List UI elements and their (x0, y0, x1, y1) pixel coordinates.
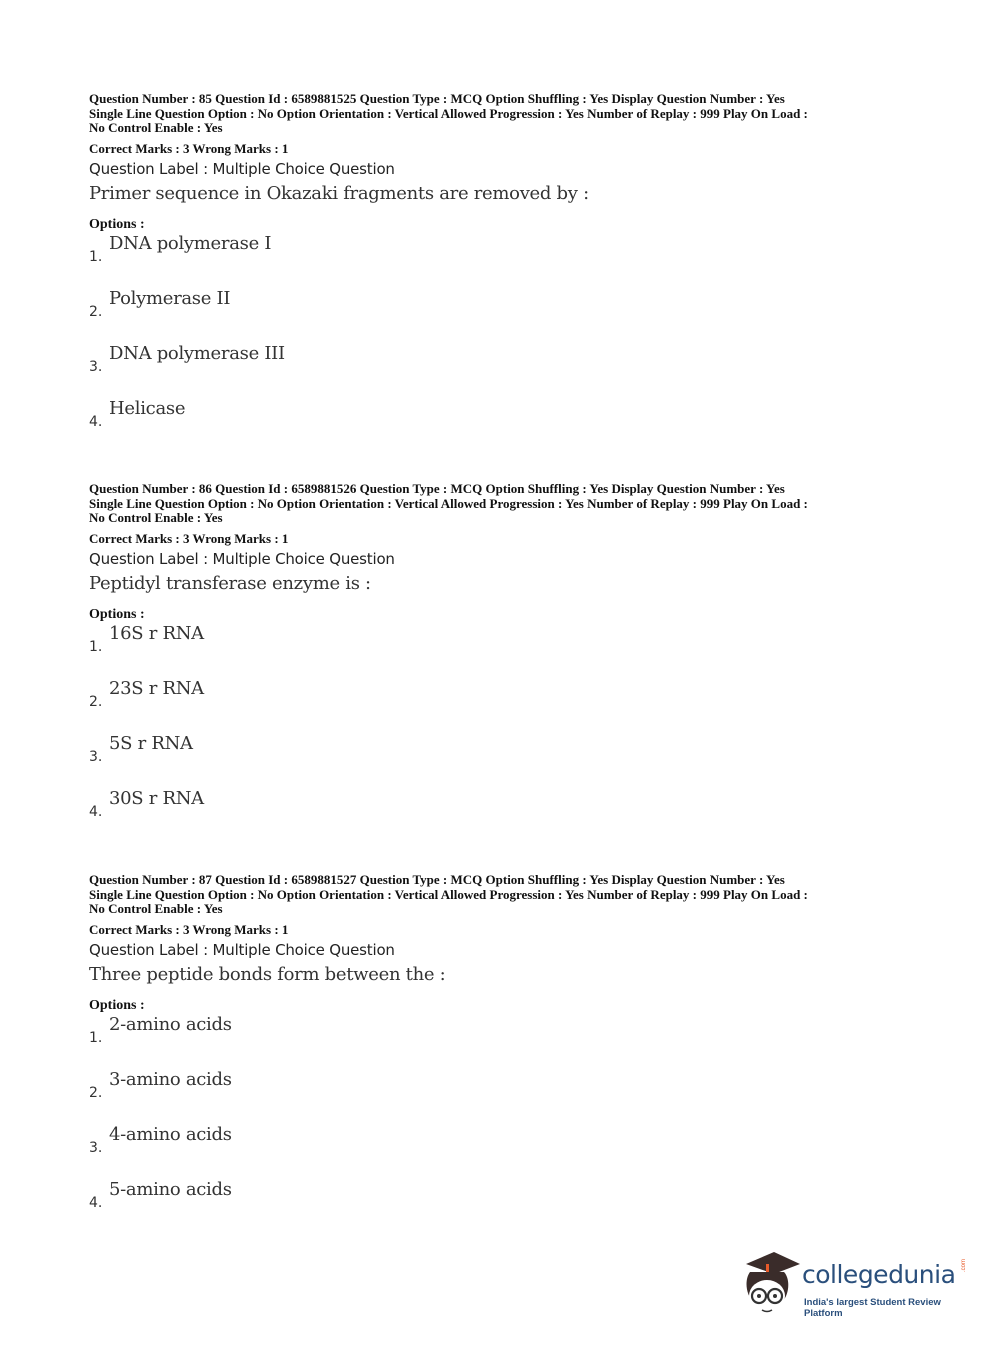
question-meta: Question Number : 86 Question Id : 6589881526 Question Type : MCQ Option Shuffling : Yes Display Question Number : Yes Single Line Question Option : No Option Orientation : Vertical Allowed Progression : Yes Number of Replay : 999 Play On Load : No Control Enable : Yes (89, 481, 808, 525)
option-text: 4-amino acids (109, 1123, 232, 1145)
option-1 (89, 233, 919, 288)
option-text: 16S r RNA (109, 622, 204, 644)
option-3 (89, 733, 919, 788)
option-2 (89, 288, 919, 343)
option-text: DNA polymerase III (109, 342, 285, 364)
option-text: 2-amino acids (109, 1013, 232, 1035)
question-text: Three peptide bonds form between the : (89, 963, 446, 985)
option-2 (89, 1069, 919, 1124)
option-number: 2. (89, 303, 103, 320)
option-4 (89, 788, 919, 843)
question-label: Question Label : Multiple Choice Question (89, 159, 395, 178)
option-text: DNA polymerase I (109, 232, 272, 254)
option-number: 1. (89, 638, 103, 655)
option-4 (89, 398, 919, 453)
question-meta: Question Number : 85 Question Id : 6589881525 Question Type : MCQ Option Shuffling : Yes Display Question Number : Yes Single Line Question Option : No Option Orientation : Vertical Allowed Progression : Yes Number of Replay : 999 Play On Load : No Control Enable : Yes (89, 91, 808, 135)
option-4 (89, 1179, 919, 1234)
option-text: 3-amino acids (109, 1068, 232, 1090)
option-text: 30S r RNA (109, 787, 204, 809)
option-1 (89, 623, 919, 678)
options-heading: Options : (89, 606, 145, 622)
option-text: 23S r RNA (109, 677, 204, 699)
option-2 (89, 678, 919, 733)
logo-brand-text: collegedunia (802, 1260, 956, 1289)
option-number: 3. (89, 1139, 103, 1156)
option-text: Helicase (109, 397, 186, 419)
option-3 (89, 1124, 919, 1179)
question-meta: Question Number : 87 Question Id : 6589881527 Question Type : MCQ Option Shuffling : Yes Display Question Number : Yes Single Line Question Option : No Option Orientation : Vertical Allowed Progression : Yes Number of Replay : 999 Play On Load : No Control Enable : Yes (89, 872, 808, 916)
option-text: 5-amino acids (109, 1178, 232, 1200)
option-number: 1. (89, 1029, 103, 1046)
logo-domain-suffix: .com (961, 1258, 967, 1272)
question-marks: Correct Marks : 3 Wrong Marks : 1 (89, 140, 289, 156)
question-text: Primer sequence in Okazaki fragments are removed by : (89, 182, 589, 204)
question-label: Question Label : Multiple Choice Question (89, 549, 395, 568)
option-number: 4. (89, 413, 103, 430)
question-text: Peptidyl transferase enzyme is : (89, 572, 371, 594)
question-label: Question Label : Multiple Choice Question (89, 940, 395, 959)
question-block-86 (89, 482, 919, 843)
options-heading: Options : (89, 997, 145, 1013)
question-block-85 (89, 92, 919, 453)
question-block-87 (89, 873, 919, 1234)
option-number: 4. (89, 1194, 103, 1211)
graduate-mascot-icon (740, 1250, 802, 1318)
option-number: 3. (89, 358, 103, 375)
option-text: 5S r RNA (109, 732, 193, 754)
option-number: 1. (89, 248, 103, 265)
option-number: 2. (89, 1084, 103, 1101)
question-marks: Correct Marks : 3 Wrong Marks : 1 (89, 921, 289, 937)
option-3 (89, 343, 919, 398)
option-text: Polymerase II (109, 287, 231, 309)
option-number: 2. (89, 693, 103, 710)
options-heading: Options : (89, 216, 145, 232)
option-number: 3. (89, 748, 103, 765)
option-number: 4. (89, 803, 103, 820)
question-marks: Correct Marks : 3 Wrong Marks : 1 (89, 530, 289, 546)
collegedunia-logo[interactable] (740, 1250, 970, 1320)
logo-tagline: India's largest Student Review Platform (804, 1297, 941, 1319)
option-1 (89, 1014, 919, 1069)
